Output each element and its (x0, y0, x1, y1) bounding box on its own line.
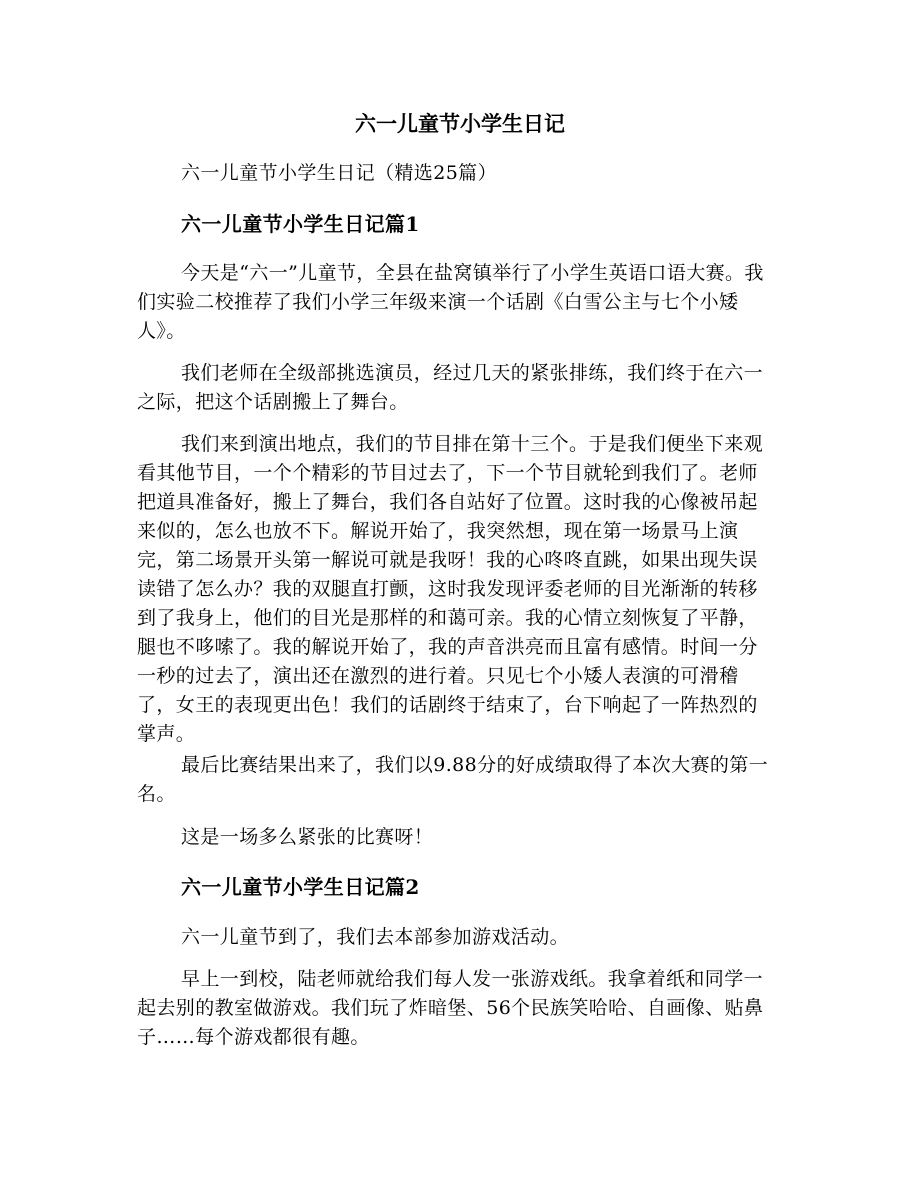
section-2-paragraph-2: 早上一到校，陆老师就给我们每人发一张游戏纸。我拿着纸和同学一起去别的教室做游戏。我们玩了炸暗堡、56个民族笑哈哈、自画像、贴鼻子……每个游戏都很有趣。 (137, 968, 764, 1048)
section-1-paragraph-4: 最后比赛结果出来了，我们以9.88分的好成绩取得了本次大赛的第一名。 (137, 754, 769, 805)
document-subtitle: 六一儿童节小学生日记（精选25篇） (181, 162, 497, 184)
section-1-paragraph-2: 我们老师在全级部挑选演员，经过几天的紧张排练，我们终于在六一之际，把这个话剧搬上了舞台。 (137, 362, 764, 413)
section-1-paragraph-1: 今天是“六一”儿童节，全县在盐窝镇举行了小学生英语口语大赛。我们实验二校推荐了我们小学三年级来演一个话剧《白雪公主与七个小矮人》。 (137, 262, 764, 342)
document-title: 六一儿童节小学生日记 (355, 111, 565, 136)
section-1-heading: 六一儿童节小学生日记篇1 (181, 212, 420, 236)
section-2-heading: 六一儿童节小学生日记篇2 (181, 875, 420, 899)
section-2-paragraph-1: 六一儿童节到了，我们去本部参加游戏活动。 (181, 926, 570, 948)
section-1-paragraph-3: 我们来到演出地点，我们的节目排在第十三个。于是我们便坐下来观看其他节目，一个个精彩的节目过去了，下一个节目就轮到我们了。老师把道具准备好，搬上了舞台，我们各自站好了位置。这时我的心像被吊起来似的，怎么也放不下。解说开始了，我突然想，现在第一场景马上演完，第二场景开头第一解说可就是我呀！我的心咚咚直跳，如果出现失误读错了怎么办？我的双腿直打颤，这时我发现评委老师的目光渐渐的转移到了我身上，他们的目光是那样的和蔼可亲。我的心情立刻恢复了平静，腿也不哆嗦了。我的解说开始了，我的声音洪亮而且富有感情。时间一分一秒的过去了，演出还在激烈的进行着。只见七个小矮人表演的可滑稽了，女王的表现更出色！我们的话剧终于结束了，台下响起了一阵热烈的掌声。 (137, 433, 764, 745)
section-1-paragraph-5: 这是一场多么紧张的比赛呀！ (181, 826, 434, 848)
